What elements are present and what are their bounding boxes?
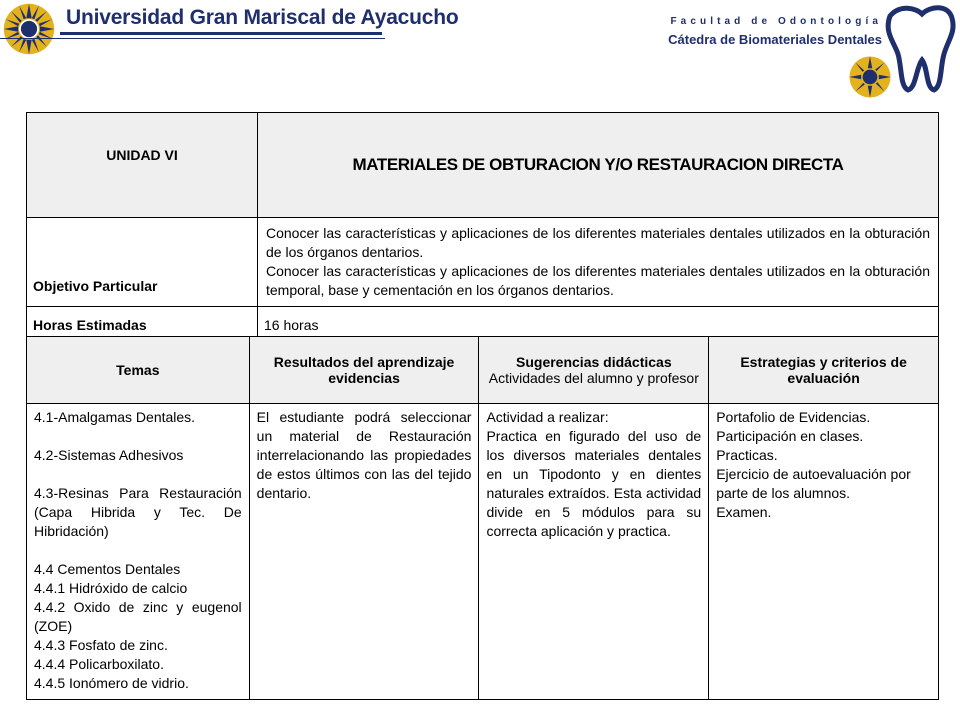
objective-text xyxy=(258,218,939,307)
tema-item: 4.3-Resinas Para Restauración (Capa Hibrida y Tec. De Hibridación) xyxy=(34,485,242,539)
header-rule-thin xyxy=(0,38,385,39)
tema-item: 4.4.2 Oxido de zinc y eugenol (ZOE) xyxy=(34,599,242,634)
university-title: Universidad Gran Mariscal de Ayacucho xyxy=(66,6,459,29)
tema-item: 4.4.1 Hidróxido de calcio xyxy=(34,580,188,596)
sugerencias-text: Practica en figurado del uso de los diversos materiales dentales en un Tipodonto y en dientes naturales extraídos. Esta actividad divide en 5 módulos para su correcta aplicación y practica. xyxy=(486,428,702,539)
hours-label: Horas Estimadas xyxy=(27,307,258,344)
chair-label: Cátedra de Biomateriales Dentales xyxy=(668,32,882,47)
plan-table xyxy=(26,336,939,700)
tema-item: 4.1-Amalgamas Dentales. xyxy=(34,409,196,425)
header-sugerencias xyxy=(479,337,709,404)
estrategia-item: Participación en clases. xyxy=(716,428,864,444)
sun-seal-small-icon xyxy=(848,55,892,99)
tema-item: 4.4 Cementos Dentales xyxy=(34,561,181,577)
header-temas: Temas xyxy=(27,337,250,404)
header-estrategias: Estrategias y criterios de evaluación xyxy=(709,337,939,404)
objective-1: Conocer las características y aplicaciones de los diferentes materiales dentales utilizados en la obturación de los órganos dentarios. xyxy=(266,225,930,260)
tema-item: 4.4.3 Fosfato de zinc. xyxy=(34,637,168,653)
resultados-cell: El estudiante podrá seleccionar un material de Restauración interrelacionando las propiedades de estos últimos con las del tejido dentario. xyxy=(249,404,479,700)
tema-item: 4.4.4 Policarboxilato. xyxy=(34,656,164,672)
objective-2: Conocer las características y aplicaciones de los diferentes materiales dentales utilizados en la obturación temporal, base y cementación en los órganos dentarios. xyxy=(266,263,930,298)
unit-table xyxy=(26,112,939,344)
header-sugerencias-sub: Actividades del alumno y profesor xyxy=(488,370,699,386)
estrategias-cell xyxy=(709,404,939,700)
estrategia-item: Portafolio de Evidencias. xyxy=(716,409,871,425)
sugerencias-cell xyxy=(479,404,709,700)
sun-seal-icon xyxy=(2,2,56,56)
tema-item: 4.4.5 Ionómero de vidrio. xyxy=(34,675,189,691)
objective-label: Objetivo Particular xyxy=(27,218,258,307)
estrategia-item: Ejercicio de autoevaluación por parte de los alumnos. xyxy=(716,466,911,501)
header-rule xyxy=(60,32,382,35)
temas-cell xyxy=(27,404,250,700)
unit-label: UNIDAD VI xyxy=(27,113,258,218)
tema-item: 4.2-Sistemas Adhesivos xyxy=(34,447,184,463)
sugerencias-heading: Actividad a realizar: xyxy=(486,409,609,425)
estrategia-item: Practicas. xyxy=(716,447,778,463)
hours-value: 16 horas xyxy=(258,307,939,344)
header-resultados: Resultados del aprendizaje evidencias xyxy=(249,337,479,404)
unit-title: MATERIALES DE OBTURACION Y/O RESTAURACION DIRECTA xyxy=(258,113,939,218)
estrategia-item: Examen. xyxy=(716,504,772,520)
faculty-label: Facultad de Odontología xyxy=(670,16,882,27)
header-sugerencias-bold: Sugerencias didácticas xyxy=(516,354,672,370)
